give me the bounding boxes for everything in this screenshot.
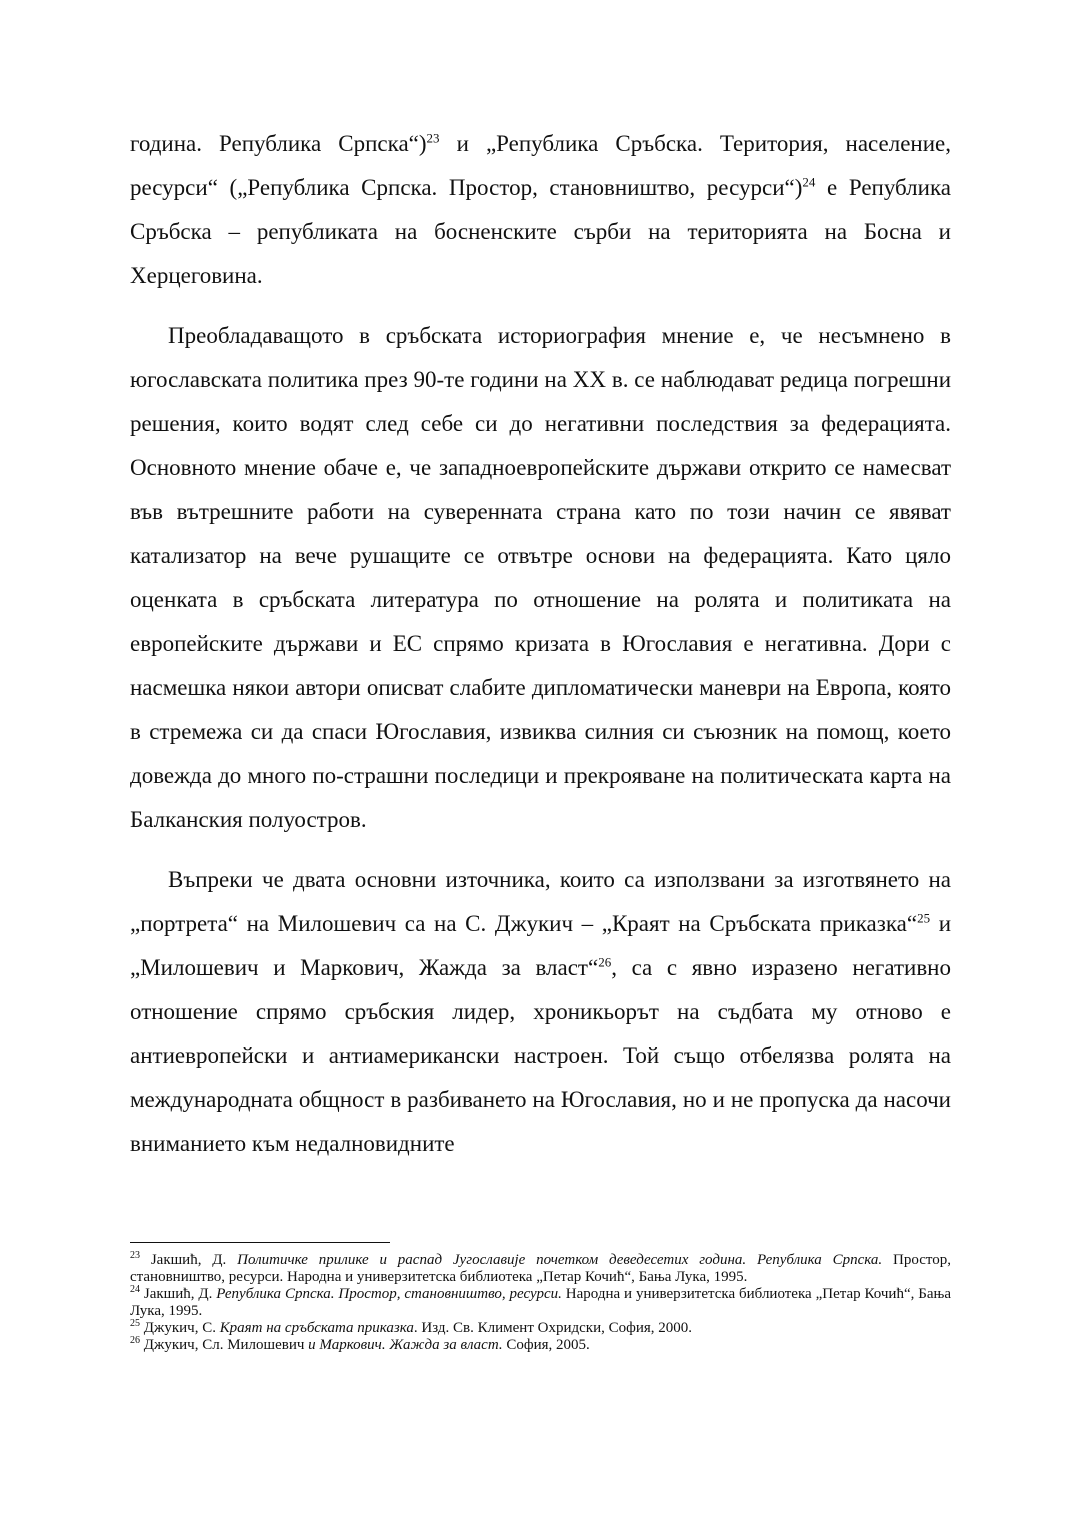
- paragraph-3-text-b: и „Милошевич и Маркович, Жажда за власт“: [130, 911, 951, 980]
- paragraph-1-text-c: е Република Сръбска – републиката на босненските сърби на територията на Босна и Херцеговина.: [130, 175, 951, 288]
- footnote-ref-26[interactable]: 26: [598, 954, 612, 970]
- footnote-number: 26: [130, 1335, 140, 1346]
- paragraph-3: [130, 858, 951, 1166]
- footnote-title: Краят на сръбската приказка: [219, 1320, 414, 1336]
- footnote-publication: . Изд. Св. Климент Охридски, София, 2000.: [413, 1320, 692, 1336]
- footnotes: [130, 1252, 951, 1354]
- paragraph-1: [130, 122, 951, 298]
- paragraph-2: Преобладаващото в сръбската историография мнение е, че несъмнено в югославската политика през 90-те години на XX в. се наблюдават редица погрешни решения, които водят след себе си до негативни последствия за федерацията. Основното мнение обаче е, че западноевропейските държави открито се намесват във вътрешните работи на суверенната страна като по този начин се явяват катализатор на вече рушащите се отвътре основи на федерацията. Като цяло оценката в сръбската литература по отношение на ролята и политиката на европейските държави и ЕС спрямо кризата в Югославия е негативна. Дори с насмешка някои автори описват слабите дипломатически маневри на Европа, която в стремежа си да спаси Югославия, извиква силния си съюзник на помощ, което довежда до много по-страшни последици и прекрояване на политическата карта на Балканския полуостров.: [130, 323, 951, 832]
- footnote-title: Република Српска. Простор, становништво, ресурси.: [216, 1286, 562, 1302]
- footnote-publication: Простор, становништво, ресурси. Народна и универзитетска библиотека „Петар Кочић“, Бања Лука, 1995.: [130, 1252, 951, 1285]
- footnote-number: 23: [130, 1250, 140, 1261]
- footnote-ref-24[interactable]: 24: [802, 174, 816, 190]
- paragraph-3-text-a: Въпреки че двата основни източника, които са използвани за изготвянето на „портрета“ на Милошевич са на С. Джукич – „Краят на Сръбската приказка“: [130, 867, 951, 936]
- footnote-23: [130, 1252, 951, 1286]
- footnote-number: 24: [130, 1284, 140, 1295]
- footnote-title: Политичке прилике и распад Југославије почетком деведесетих година. Република Српска.: [237, 1252, 883, 1268]
- footnote-26: [130, 1337, 951, 1354]
- footnote-25: [130, 1320, 951, 1337]
- footnote-publication: Народна и универзитетска библиотека „Петар Кочић“, Бања Лука, 1995.: [130, 1286, 952, 1319]
- footnote-author: Джукич, Сл. Милошевич: [140, 1337, 309, 1353]
- footnote-number: 25: [130, 1318, 140, 1329]
- body-text: [130, 122, 951, 1182]
- footnote-ref-23[interactable]: 23: [426, 130, 440, 146]
- footnote-author: Јакшић, Д.: [140, 1252, 238, 1268]
- paragraph-3-text-c: , са с явно изразено негативно отношение спрямо сръбския лидер, хроникьорът на съдбата му отново е антиевропейски и антиамерикански настроен. Той също отбелязва ролята на международната общност в разбиването на Югославия, но и не пропуска да насочи вниманието към недалновидните: [130, 955, 951, 1156]
- footnote-publication: София, 2005.: [502, 1337, 590, 1353]
- paragraph-1-text-b: и „Република Сръбска. Територия, население, ресурси“ („Република Српска. Простор, становништво, ресурси“): [130, 131, 952, 200]
- footnote-ref-25[interactable]: 25: [917, 910, 931, 926]
- footnote-title: и Маркович. Жажда за власт.: [308, 1337, 503, 1353]
- footnote-author: Јакшић, Д.: [140, 1286, 217, 1302]
- footnote-separator: [130, 1242, 390, 1243]
- footnote-24: [130, 1286, 951, 1320]
- paragraph-1-text-a: година. Република Српска“): [130, 131, 427, 156]
- footnote-author: Джукич, С.: [140, 1320, 220, 1336]
